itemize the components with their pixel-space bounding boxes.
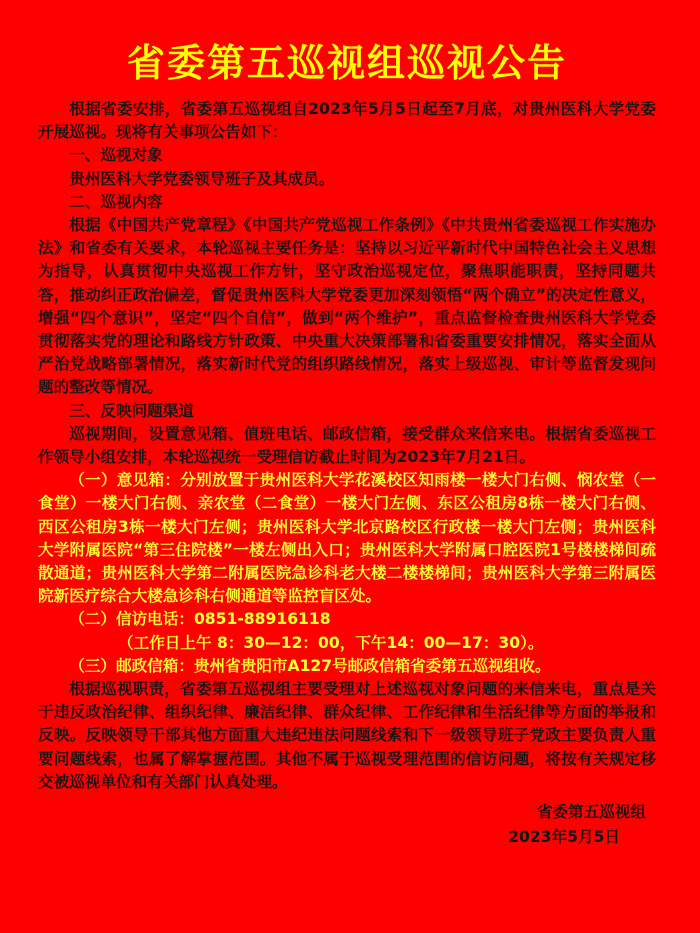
suggestion-box-locations: （一）意见箱：分别放置于贵州医科大学花溪校区知雨楼一楼大门右侧、悯农堂（一食堂）一楼大门右侧、亲农堂（二食堂）一楼大门左侧、东区公租房8栋一楼大门右侧、西区公租房3栋一楼大门左侧；贵州医科大学北京路校区行政楼一楼大门左侧；贵州医科大学附属医院“第三住院楼”一楼左侧出入口；贵州医科大学附属口腔医院1号楼楼梯间疏散通道；贵州医科大学第二附属医院急诊科老大楼二楼楼梯间；贵州医科大学第三附属医院新医疗综合大楼急诊科右侧通道等监控盲区处。 (38, 471, 656, 606)
section-heading-report-channels: 三、反映问题渠道 (69, 401, 194, 420)
section-heading-inspection-target: 一、巡视对象 (69, 146, 163, 165)
report-channels-text: 巡视期间，设置意见箱、值班电话、邮政信箱，接受群众来信来电。根据省委巡视工作领导小组安排，本轮巡视统一受理信访截止时间为2023年7月21日。 (38, 424, 656, 467)
postal-mailbox: （三）邮政信箱：贵州省贵阳市A127号邮政信箱省委第五巡视组收。 (69, 656, 551, 675)
section-heading-inspection-content: 二、巡视内容 (69, 192, 163, 211)
hotline-phone: （二）信访电话：0851-88916118 (69, 610, 331, 629)
inspection-target-text: 贵州医科大学党委领导班子及其成员。 (69, 169, 335, 188)
announcement-body (38, 98, 656, 850)
signature-block (38, 800, 656, 850)
intro-paragraph: 根据省委安排，省委第五巡视组自2023年5月5日起至7月底，对贵州医科大学党委开展巡视。现将有关事项公告如下： (38, 100, 656, 142)
page-title: 省委第五巡视组巡视公告 (126, 40, 567, 85)
closing-paragraph: 根据巡视职责，省委第五巡视组主要受理对上述巡视对象问题的来信来电，重点是关于违反政治纪律、组织纪律、廉洁纪律、群众纪律、工作纪律和生活纪律等方面的举报和反映。反映领导干部其他方面重大违纪违法问题线索和下一级领导班子党政主要负责人重要问题线索，也属了解掌握范围。其他不属于巡视受理范围的信访问题，将按有关规定移交被巡视单位和有关部门认真处理。 (38, 680, 656, 791)
inspection-content-text: 根据《中国共产党章程》《中国共产党巡视工作条例》《中共贵州省委巡视工作实施办法》和省委有关要求，本轮巡视主要任务是：坚持以习近平新时代中国特色社会主义思想为指导，认真贯彻中央巡视工作方针，坚守政治巡视定位，聚焦职能职责，坚持同题共答，推动纠正政治偏差，督促贵州医科大学党委更加深刻领悟“两个确立”的决定性意义，增强“四个意识”，坚定“四个自信”，做到“两个维护”，重点监督检查贵州医科大学党委贯彻落实党的理论和路线方针政策、中央重大决策部署和省委重要安排情况，落实全面从严治党战略部署情况，落实新时代党的组织路线情况，落实上级巡视、审计等监督发现问题的整改等情况。 (38, 216, 656, 397)
signature-date: 2023年5月5日 (508, 828, 620, 847)
signature-org: 省委第五巡视组 (536, 803, 646, 822)
hotline-hours: （工作日上午 8：30—12：00，下午14：00—17：30）。 (118, 633, 544, 652)
